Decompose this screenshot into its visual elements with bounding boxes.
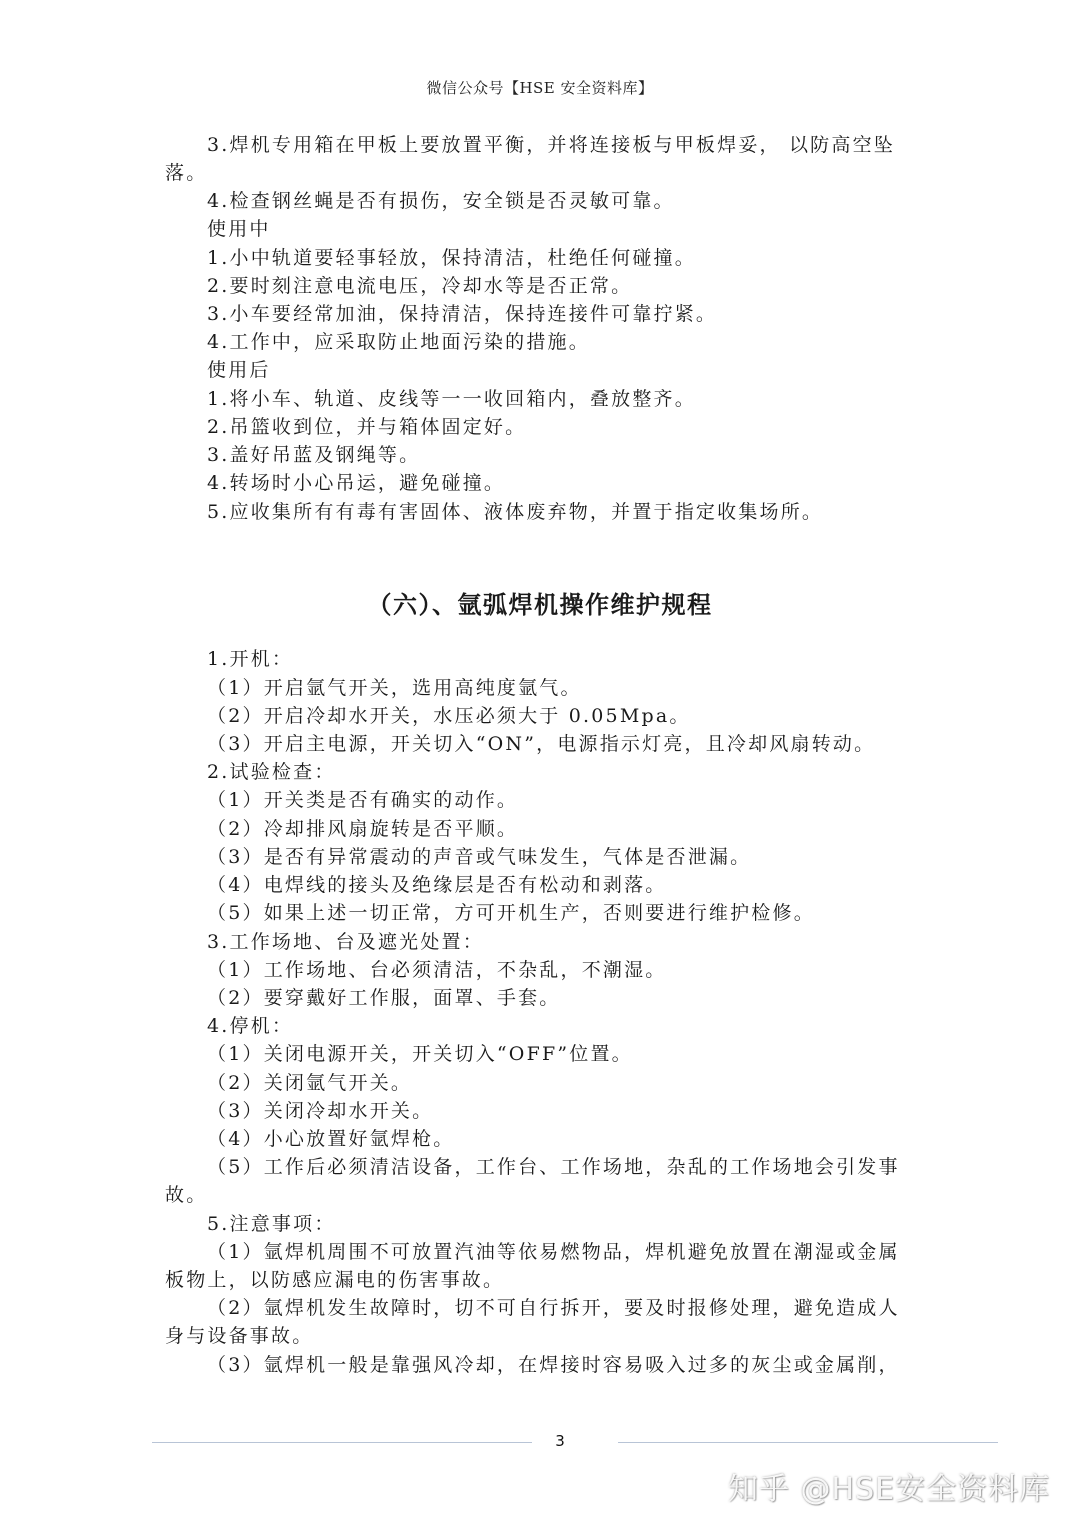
text-line: 4.工作中，应采取防止地面污染的措施。 (207, 331, 590, 353)
text-line: （3）关闭冷却水开关。 (207, 1100, 434, 1122)
text-line: 5.应收集所有有毒有害固体、液体废弃物，并置于指定收集场所。 (207, 501, 824, 523)
page-header: 微信公众号【HSE 安全资料库】 (426, 79, 654, 97)
text-line: （3）开启主电源，开关切入“ON”，电源指示灯亮，且冷却风扇转动。 (207, 733, 876, 755)
text-line: 2.试验检查： (207, 761, 336, 783)
subheading: 使用后 (207, 359, 271, 381)
text-line: （1）工作场地、台必须清洁，不杂乱，不潮湿。 (207, 959, 667, 981)
text-line: 3.焊机专用箱在甲板上要放置平衡，并将连接板与甲板焊妥， 以防高空坠 (207, 134, 895, 156)
text-line: 4.转场时小心吊运，避免碰撞。 (207, 472, 506, 494)
footer-rule-right (618, 1442, 998, 1443)
text-line: 5.注意事项： (207, 1213, 336, 1235)
text-line: （1）开关类是否有确实的动作。 (207, 789, 519, 811)
text-line: （1）氩焊机周围不可放置汽油等依易燃物品，焊机避免放置在潮湿或金属 (207, 1241, 900, 1263)
text-line: 身与设备事故。 (165, 1325, 314, 1347)
text-line: 2.吊篮收到位，并与箱体固定好。 (207, 416, 527, 438)
text-line: 1.开机： (207, 648, 294, 670)
text-line: 4.停机： (207, 1015, 294, 1037)
text-line: 1.小中轨道要轻事轻放，保持清洁，杜绝任何碰撞。 (207, 247, 696, 269)
text-line: （5）如果上述一切正常，方可开机生产，否则要进行维护检修。 (207, 902, 815, 924)
text-line: 落。 (165, 162, 208, 184)
text-line: 2.要时刻注意电流电压，冷却水等是否正常。 (207, 275, 633, 297)
footer-rule-left (152, 1442, 532, 1443)
text-line: （2）关闭氩气开关。 (207, 1072, 413, 1094)
text-line: （4）电焊线的接头及绝缘层是否有松动和剥落。 (207, 874, 667, 896)
text-line: （2）冷却排风扇旋转是否平顺。 (207, 818, 519, 840)
text-line: 4.检查钢丝蝇是否有损伤，安全锁是否灵敏可靠。 (207, 190, 675, 212)
text-line: 3.工作场地、台及遮光处置： (207, 931, 484, 953)
text-line: （2）开启冷却水开关，水压必须大于 0.05Mpa。 (207, 705, 691, 727)
text-line: （4）小心放置好氩焊枪。 (207, 1128, 455, 1150)
text-line: 故。 (165, 1184, 208, 1206)
subheading: 使用中 (207, 218, 271, 240)
text-line: （2）要穿戴好工作服，面罩、手套。 (207, 987, 561, 1009)
text-line: 3.盖好吊蓝及钢绳等。 (207, 444, 421, 466)
text-line: （3）是否有异常震动的声音或气味发生，气体是否泄漏。 (207, 846, 752, 868)
text-line: 1.将小车、轨道、皮线等一一收回箱内，叠放整齐。 (207, 388, 696, 410)
text-line: 板物上，以防感应漏电的伤害事故。 (165, 1269, 505, 1291)
text-line: （5）工作后必须清洁设备，工作台、工作场地，杂乱的工作场地会引发事 (207, 1156, 900, 1178)
page-number: 3 (555, 1432, 565, 1450)
text-line: （1）关闭电源开关，开关切入“OFF”位置。 (207, 1043, 633, 1065)
text-line: （2）氩焊机发生故障时，切不可自行拆开，要及时报修处理，避免造成人 (207, 1297, 900, 1319)
text-line: 3.小车要经常加油，保持清洁，保持连接件可靠拧紧。 (207, 303, 718, 325)
text-line: （3）氩焊机一般是靠强风冷却，在焊接时容易吸入过多的灰尘或金属削， (207, 1354, 900, 1376)
section-title: （六）、氩弧焊机操作维护规程 (367, 590, 713, 619)
text-line: （1）开启氩气开关，选用高纯度氩气。 (207, 677, 582, 699)
watermark: 知乎 @HSE安全资料库 (728, 1472, 1051, 1507)
